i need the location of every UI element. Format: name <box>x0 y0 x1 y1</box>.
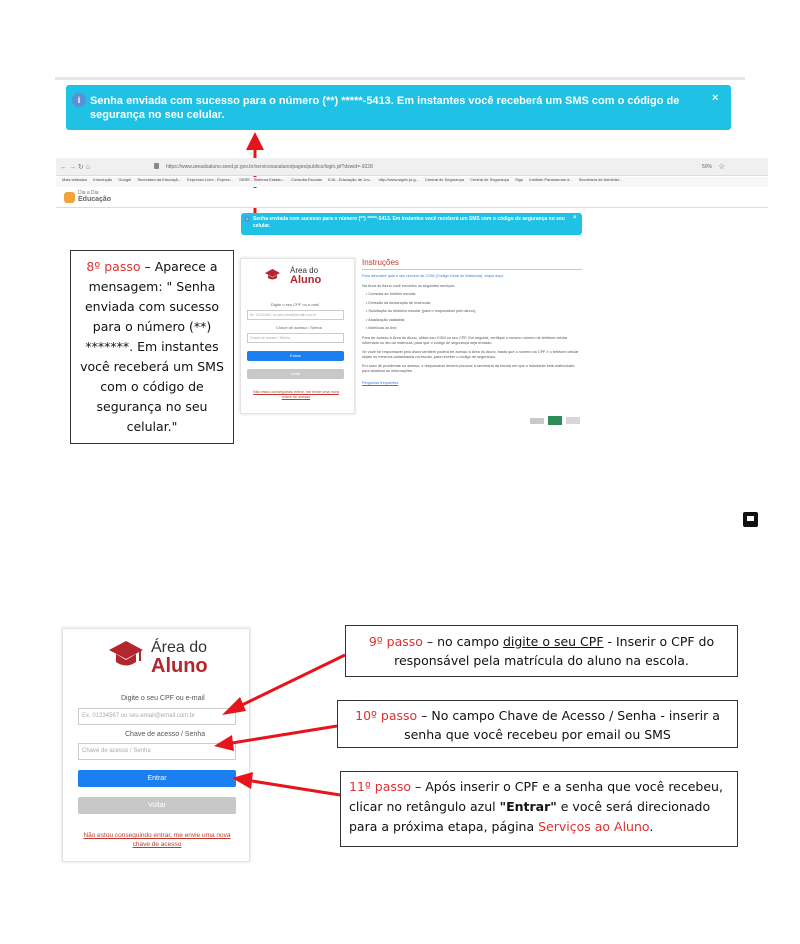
big-key-label: Chave de acesso / Senha <box>125 731 206 738</box>
step11-pre: – Após inserir o CPF e a senha que você recebeu, clicar no retângulo azul <box>349 779 723 814</box>
small-enter-button[interactable]: Entrar <box>247 351 344 361</box>
instructions-item-0: Na Área do Aluno você encontra os seguintes serviços: <box>362 283 456 288</box>
bookmark-6[interactable]: Consulta Escolas <box>291 177 322 182</box>
step9-field: digite o seu CPF <box>502 634 604 649</box>
big-title2: Aluno <box>151 655 208 677</box>
close-icon[interactable]: × <box>573 215 577 221</box>
nav-buttons[interactable]: ← → ↻ ⌂ <box>60 164 90 171</box>
step8-text: – Aparece a mensagem: " Senha enviada com sucesso para o número (**) *******. Em instantes você receberá um SMS com o código de segurança no seu celular." <box>80 259 224 434</box>
bookmark-1[interactable]: Introdução <box>93 177 113 182</box>
small-back-button[interactable]: Voltar <box>247 369 344 379</box>
step8-label: 8º passo <box>86 259 141 274</box>
bookmark-8[interactable]: http://www.sigeb.pr.g... <box>378 177 419 182</box>
brand-line1: Dia a Dia <box>78 190 99 196</box>
step10-label: 10º passo <box>355 708 418 723</box>
instructions-title: Instruções <box>362 258 399 267</box>
big-title1: Área do <box>151 639 208 656</box>
big-cpf-label: Digite o seu CPF ou e-mail <box>121 695 205 702</box>
url-bar[interactable]: https://www.areadoaluno.seed.pr.gov.br/servicosaoaluno/pages/publico/login.jsf?dswid=-9228 <box>166 164 373 170</box>
big-enter-button[interactable]: Entrar <box>78 770 236 787</box>
bookmark-4[interactable]: Expresso Livre - Expres... <box>187 177 234 182</box>
step9-label: 9º passo <box>368 634 423 649</box>
arrow-step10 <box>214 726 337 751</box>
small-cpf-input[interactable]: Ex. 01234567 ou seu.email@email.com.br <box>247 310 344 320</box>
star-icon[interactable]: ☆ <box>718 162 726 171</box>
instructions-item-5: • Matrícula on-line. <box>366 326 398 330</box>
small-title1: Área do <box>290 266 319 275</box>
close-icon[interactable]: × <box>712 92 719 104</box>
small-alert-text: Senha enviada com sucesso para o número (**) *****-5413. Em instantes você receberá um SMS com o código de segurança no seu celular. <box>253 216 565 229</box>
instructions-item-2: • Emissão da declaração de matrícula; <box>366 300 431 305</box>
instructions-item-3: • Solicitação do histórico escolar (para o responsável pelo aluno); <box>366 309 477 313</box>
arrow-step9 <box>222 655 345 715</box>
bookmark-10[interactable]: Central de Segurança <box>470 177 509 182</box>
bookmark-5[interactable]: SERE - Sistema Estadu... <box>239 177 285 182</box>
big-new-key-link[interactable]: Não estou conseguindo entrar, me envie uma nova chave de acesso <box>83 832 231 848</box>
bookmark-13[interactable]: Secretaria de Administ... <box>578 177 623 182</box>
step11-label: 11º passo <box>349 779 412 794</box>
small-key-input[interactable]: Chave de acesso / Senha <box>247 333 344 343</box>
bookmark-0[interactable]: Mais visitados <box>62 177 88 182</box>
small-new-key-link[interactable]: Não estou conseguindo entrar, me envie uma nova chave de acesso <box>253 390 339 399</box>
bookmark-2[interactable]: Google <box>118 177 132 182</box>
bookmark-11[interactable]: Sigo <box>515 177 524 182</box>
step11-end: Serviços ao Aluno <box>538 819 650 834</box>
small-cpf-label: Digite o seu CPF ou e-mail <box>271 302 319 307</box>
big-back-button[interactable]: Voltar <box>78 797 236 814</box>
faq-link[interactable]: Perguntas frequentes <box>362 380 399 385</box>
instructions-item-7: Se você for responsável pelo aluno também poderá ter acesso à Área do Aluno, basta que o número do CPF e o telefone celular sejam os mesmos cadastrados na escola, para receber o código de segurança. <box>362 349 579 359</box>
brand-line2: Educação <box>78 196 112 203</box>
info-icon: i <box>244 216 250 222</box>
instructions-item-4: • Atualização cadastral; <box>366 317 406 322</box>
instructions-item-1: • Consulta ao boletim escolar; <box>366 292 417 296</box>
small-title2: Aluno <box>290 274 322 286</box>
top-alert-text: Senha enviada com sucesso para o número (**) *****-5413. Em instantes você receberá um SMS com o código de segurança no seu celular. <box>90 95 680 121</box>
arrow-step11 <box>232 772 340 795</box>
step11-dot: . <box>649 819 654 834</box>
bookmark-7[interactable]: EJA - Educação de Jov... <box>328 177 373 182</box>
step9-pre: – no campo <box>422 634 503 649</box>
bookmark-3[interactable]: Secretaria da Educaçã... <box>137 177 182 182</box>
bookmark-12[interactable]: Instituto Paranaense d... <box>529 177 573 182</box>
small-key-label: Chave de acesso / Senha <box>276 325 322 330</box>
bookmark-9[interactable]: Central de Segurança <box>425 177 464 182</box>
zoom-level[interactable]: 50% <box>702 164 713 170</box>
instructions-subtitle[interactable]: Para descobrir qual é seu número de CGM (Código Geral de Matrícula), clique aqui. <box>362 274 504 278</box>
instructions-item-8: Em caso de problemas no acesso, o responsável deverá procurar a secretaria da escola em que o estudante está matriculado para atualizar as informações. <box>362 363 575 373</box>
step11-bold: "Entrar" <box>499 799 557 814</box>
big-key-input[interactable]: Chave de acesso / Senha <box>78 743 236 760</box>
info-icon: i <box>72 93 86 107</box>
step10-text: – No campo Chave de Acesso / Senha - inserir a senha que você recebeu por email ou SMS <box>404 708 720 742</box>
big-cpf-input[interactable]: Ex. 01234567 ou seu.email@email.com.br <box>78 708 236 725</box>
step9-post: - Inserir o CPF do responsável pela matrícula do aluno na escola. <box>394 634 715 668</box>
instructions-item-6: Para ter acesso à Área do Aluno, utilize seu CGM ou seu CPF. Em seguida, verifique o mesmo número de telefone celular informado no ato da matrícula, para que o código de segurança seja enviado. <box>362 335 568 345</box>
step11-mid: e você será direcionado para a próxima etapa, página <box>349 799 711 834</box>
